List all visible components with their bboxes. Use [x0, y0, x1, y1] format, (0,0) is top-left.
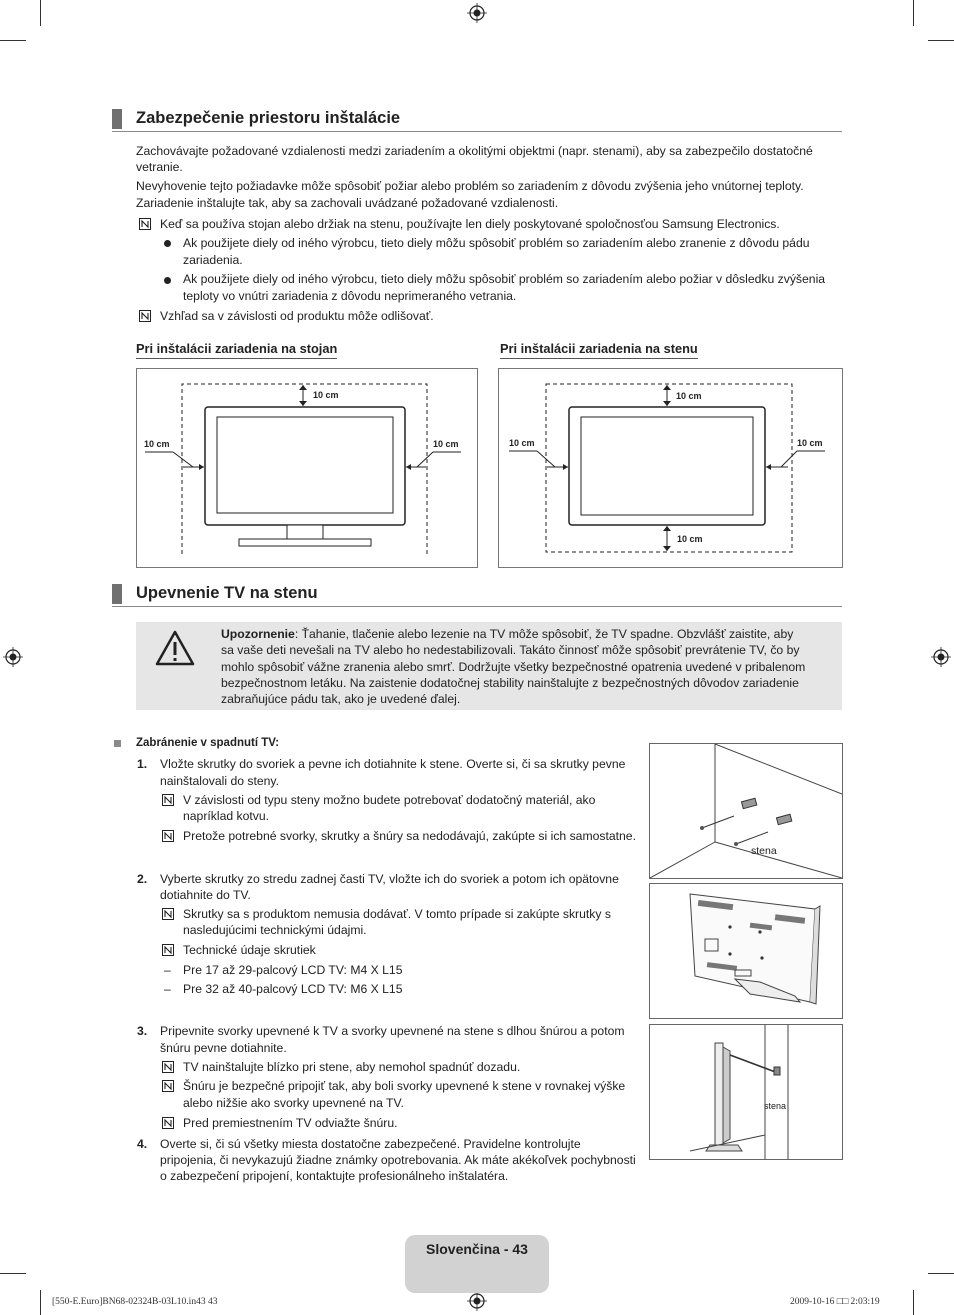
note-icon — [162, 830, 174, 842]
bullet-text: Ak použijete diely od iného výrobcu, tieto diely môžu spôsobiť problém so zariadením alebo požiar v dôsledku zvýšenia — [183, 272, 826, 286]
dimension-label: 10 cm — [677, 534, 703, 544]
warning-text: : Ťahanie, tlačenie alebo lezenie na TV môže spôsobiť, že TV spadne. Obzvlášť zaistite, aby — [294, 627, 794, 641]
bullet-text: teploty vo vnútri zariadenia z dôvodu neprimeraného vetrania. — [183, 289, 517, 303]
dimension-label: 10 cm — [676, 391, 702, 401]
tv-back-illustration — [649, 883, 843, 1019]
dimension-label: 10 cm — [797, 438, 823, 448]
step-number: 4. — [137, 1137, 148, 1151]
note-icon — [162, 908, 174, 920]
registration-mark-icon — [467, 1291, 487, 1311]
spec-text: Pre 17 až 29-palcový LCD TV: M4 X L15 — [183, 963, 403, 977]
step-text: Overte si, či sú všetky miesta dostatočne zabezpečené. Pravidelne kontrolujte — [160, 1137, 581, 1151]
crop-mark — [913, 1290, 914, 1315]
step-text: nainštalovali do steny. — [160, 774, 280, 788]
step-number: 2. — [137, 872, 148, 886]
section-title-text: Upevnenie TV na stenu — [136, 584, 318, 602]
warning-line: zabraňujúce pádu tak, ako je uvedené ďalej. — [221, 692, 461, 706]
section-title-installation-space — [112, 109, 842, 132]
step-number: 1. — [137, 757, 148, 771]
spec-text: Pre 32 až 40-palcový LCD TV: M6 X L15 — [183, 982, 403, 996]
square-bullet — [114, 740, 121, 747]
note-text: Keď sa používa stojan alebo držiak na stenu, používajte len diely poskytované spoločnosťou Samsung Electronics. — [160, 217, 780, 231]
paragraph: Nevyhovenie tejto požiadavke môže spôsobiť požiar alebo problém so zariadením z dôvodu zvýšenia jeho vnútornej teploty. — [136, 179, 804, 193]
step-text: Vložte skrutky do svoriek a pevne ich dotiahnite k stene. Overte si, či sa skrutky pevne — [160, 757, 626, 771]
step-text: Vyberte skrutky zo stredu zadnej časti TV, vložte ich do svoriek a potom ich opätovne — [160, 872, 619, 886]
note-icon — [162, 1061, 174, 1073]
dimension-label: 10 cm — [433, 439, 459, 449]
warning-line: mohlo spôsobiť vážne zranenia alebo smrť. Dodržujte všetky bezpečnostné opatrenia uvedené v pribalenom — [221, 660, 806, 674]
crop-mark — [913, 0, 914, 26]
section-title-wall-mount — [112, 584, 842, 607]
note-text: nasledujúcimi technickými údajmi. — [183, 923, 367, 937]
step-text: pripojenia, či nevykazujú žiadne známky opotrebovania. Ak máte akékoľvek pochybnosti — [160, 1153, 636, 1167]
note-icon — [162, 1080, 174, 1092]
crop-mark — [928, 1273, 954, 1274]
note-text: Technické údaje skrutiek — [183, 943, 316, 957]
note-icon — [139, 218, 151, 230]
note-text: Pretože potrebné svorky, skrutky a šnúry sa nedodávajú, zakúpte si ich samostatne. — [183, 829, 636, 843]
crop-mark — [0, 40, 26, 41]
tv-back-drawing — [650, 884, 842, 1018]
crop-mark — [928, 40, 954, 41]
step-text: šnúru pevne dotiahnite. — [160, 1041, 287, 1055]
crop-mark — [40, 0, 41, 26]
warning-box — [136, 622, 842, 710]
note-icon — [162, 794, 174, 806]
warning-triangle-icon — [155, 630, 195, 666]
dash: – — [164, 982, 171, 996]
warning-label: Upozornenie — [221, 627, 295, 641]
note-text: Pred premiestnením TV odviažte šnúru. — [183, 1116, 398, 1130]
dimension-label: 10 cm — [144, 439, 170, 449]
warning-line: sa vaše deti nevešali na TV alebo ho nedestabilizovali. Takáto činnosť môže spôsobiť prevrátenie TV, čo by — [221, 643, 800, 657]
note-icon — [162, 1117, 174, 1129]
warning-line — [221, 626, 793, 643]
note-text: Vzhľad sa v závislosti od produktu môže odlišovať. — [160, 309, 434, 323]
dash: – — [164, 963, 171, 977]
dimension-label: 10 cm — [313, 390, 339, 400]
registration-mark-icon — [3, 647, 23, 667]
dimension-label: 10 cm — [509, 438, 535, 448]
registration-mark-icon — [467, 3, 487, 23]
wall-screws-illustration — [649, 743, 843, 879]
bullet-text: zariadenia. — [183, 253, 243, 267]
registration-mark-icon — [931, 647, 951, 667]
section-bar — [112, 584, 122, 604]
step-text: Pripevnite svorky upevnené k TV a svorky upevnené na stene s dlhou šnúrou a potom — [160, 1024, 625, 1038]
note-text: TV nainštalujte blízko pri stene, aby nemohol spadnúť dozadu. — [183, 1060, 521, 1074]
note-text: Šnúru je bezpečné pripojiť tak, aby boli svorky upevnené k stene v rovnakej výške — [183, 1079, 626, 1093]
wall-corner-drawing — [650, 744, 842, 878]
wall-tv-illustration — [499, 369, 842, 567]
step-number: 3. — [137, 1024, 148, 1038]
crop-mark — [40, 1290, 41, 1315]
note-icon — [162, 944, 174, 956]
note-text: napríklad kotvu. — [183, 809, 270, 823]
warning-line: bezpečnostnom letáku. Na zaistenie dodatočnej stability nainštalujte z bezpečnostných dôvodov zariadenie — [221, 676, 799, 690]
page-label: Slovenčina - 43 — [426, 1241, 528, 1257]
step-text: o zabezpečení pripojení, kontaktujte profesionálneho inštalatéra. — [160, 1169, 509, 1183]
crop-mark — [0, 1273, 26, 1274]
step-text: dotiahnite do TV. — [160, 888, 251, 902]
tv-side-drawing — [650, 1025, 842, 1159]
note-icon — [139, 310, 151, 322]
wall-clearance-diagram — [498, 368, 843, 568]
note-text: alebo nižšie ako svorky upevnené na TV. — [183, 1096, 404, 1110]
wall-installation-heading: Pri inštalácii zariadenia na stenu — [500, 341, 698, 359]
bullet — [164, 277, 171, 284]
stand-tv-illustration — [137, 369, 477, 567]
bullet-text: Ak použijete diely od iného výrobcu, tieto diely môžu spôsobiť problém so zariadením alebo zranenie z dôvodu pádu — [183, 236, 810, 250]
paragraph: vetranie. — [136, 160, 183, 174]
stand-installation-heading: Pri inštalácii zariadenia na stojan — [136, 341, 337, 359]
paragraph: Zariadenie inštalujte tak, aby sa zachovali uvádzané požadované vzdialenosti. — [136, 196, 559, 210]
section-title-text: Zabezpečenie priestoru inštalácie — [136, 109, 401, 127]
note-text: V závislosti od typu steny možno budete potrebovať dodatočný materiál, ako — [183, 793, 596, 807]
wall-label: stena — [751, 845, 777, 857]
paragraph: Zachovávajte požadované vzdialenosti medzi zariadením a okolitými objektmi (napr. stenami), aby sa zabezpečilo dostatočné — [136, 144, 813, 158]
note-text: Skrutky sa s produktom nemusia dodávať. V tomto prípade si zakúpte skrutky s — [183, 907, 611, 921]
section-bar — [112, 109, 122, 129]
prevent-falling-heading: Zabránenie v spadnutí TV: — [136, 737, 280, 749]
bullet — [164, 240, 171, 247]
file-info: [550-E.Euro]BN68-02324B-03L10.in43 43 — [52, 1297, 218, 1307]
wall-label: stena — [764, 1101, 787, 1111]
tv-side-illustration — [649, 1024, 843, 1160]
date-info: 2009-10-16 □□ 2:03:19 — [790, 1297, 880, 1307]
page-number-tab — [405, 1235, 549, 1293]
stand-clearance-diagram — [136, 368, 478, 568]
